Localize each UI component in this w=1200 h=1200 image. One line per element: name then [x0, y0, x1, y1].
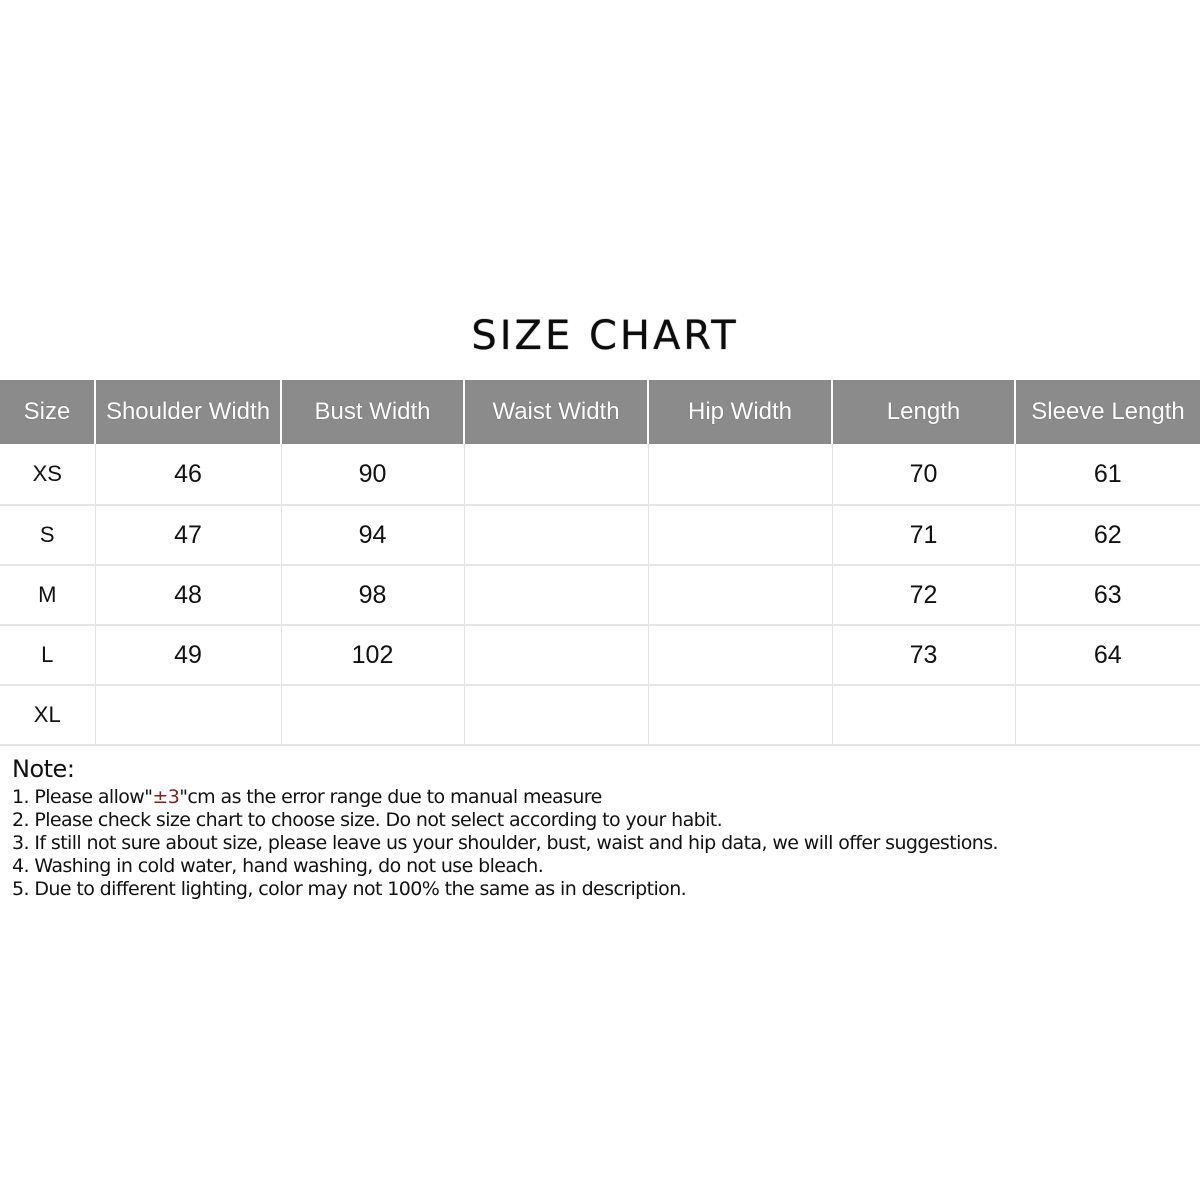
table-cell — [832, 685, 1015, 745]
table-cell: 73 — [832, 625, 1015, 685]
error-range-value: ±3 — [152, 786, 180, 808]
table-cell: 98 — [281, 565, 464, 625]
table-cell — [648, 685, 832, 745]
table-row — [0, 565, 1200, 625]
table-cell — [464, 565, 648, 625]
table-row — [0, 505, 1200, 565]
table-cell: 61 — [1015, 444, 1200, 505]
table-cell: 48 — [95, 565, 281, 625]
table-cell — [281, 685, 464, 745]
table-row — [0, 625, 1200, 685]
notes-section — [12, 752, 1192, 901]
header-shoulder-width: Shoulder Width — [95, 380, 281, 444]
header-size: Size — [0, 380, 95, 444]
size-chart-table — [0, 380, 1200, 746]
size-cell: XL — [0, 685, 95, 745]
table-cell: 70 — [832, 444, 1015, 505]
note-line-1-start: 1. Please allow" — [12, 786, 153, 808]
table-row — [0, 685, 1200, 745]
notes-heading: Note: — [12, 755, 75, 783]
table-cell: 63 — [1015, 565, 1200, 625]
table-cell — [464, 625, 648, 685]
table-cell — [1015, 685, 1200, 745]
table-cell: 102 — [281, 625, 464, 685]
table-cell: 47 — [95, 505, 281, 565]
table-cell — [464, 505, 648, 565]
table-cell: 64 — [1015, 625, 1200, 685]
header-length: Length — [832, 380, 1015, 444]
note-line-3: 3. If still not sure about size, please leave us your shoulder, bust, waist and hip data, we will offer suggestions. — [12, 832, 998, 854]
table-cell: 62 — [1015, 505, 1200, 565]
size-cell: L — [0, 625, 95, 685]
size-cell: M — [0, 565, 95, 625]
note-line-1 — [12, 786, 1192, 809]
table-header-row — [0, 380, 1200, 444]
note-line-5: 5. Due to different lighting, color may not 100% the same as in description. — [12, 878, 687, 900]
note-line-2: 2. Please check size chart to choose size. Do not select according to your habit. — [12, 809, 723, 831]
table-cell — [464, 444, 648, 505]
table-cell — [464, 685, 648, 745]
header-bust-width: Bust Width — [281, 380, 464, 444]
table-cell — [648, 444, 832, 505]
table-cell: 72 — [832, 565, 1015, 625]
table-cell — [95, 685, 281, 745]
size-cell: S — [0, 505, 95, 565]
header-hip-width: Hip Width — [648, 380, 832, 444]
size-cell: XS — [0, 444, 95, 505]
table-cell: 46 — [95, 444, 281, 505]
table-cell: 49 — [95, 625, 281, 685]
table-row — [0, 444, 1200, 505]
size-chart-title: SIZE CHART — [471, 313, 739, 359]
table-cell: 71 — [832, 505, 1015, 565]
table-cell — [648, 625, 832, 685]
table-cell: 90 — [281, 444, 464, 505]
table-cell — [648, 565, 832, 625]
note-line-4: 4. Washing in cold water, hand washing, do not use bleach. — [12, 855, 544, 877]
header-sleeve-length: Sleeve Length — [1015, 380, 1200, 444]
table-cell — [648, 505, 832, 565]
header-waist-width: Waist Width — [464, 380, 648, 444]
note-line-1-end: "cm as the error range due to manual measure — [179, 786, 602, 808]
table-cell: 94 — [281, 505, 464, 565]
